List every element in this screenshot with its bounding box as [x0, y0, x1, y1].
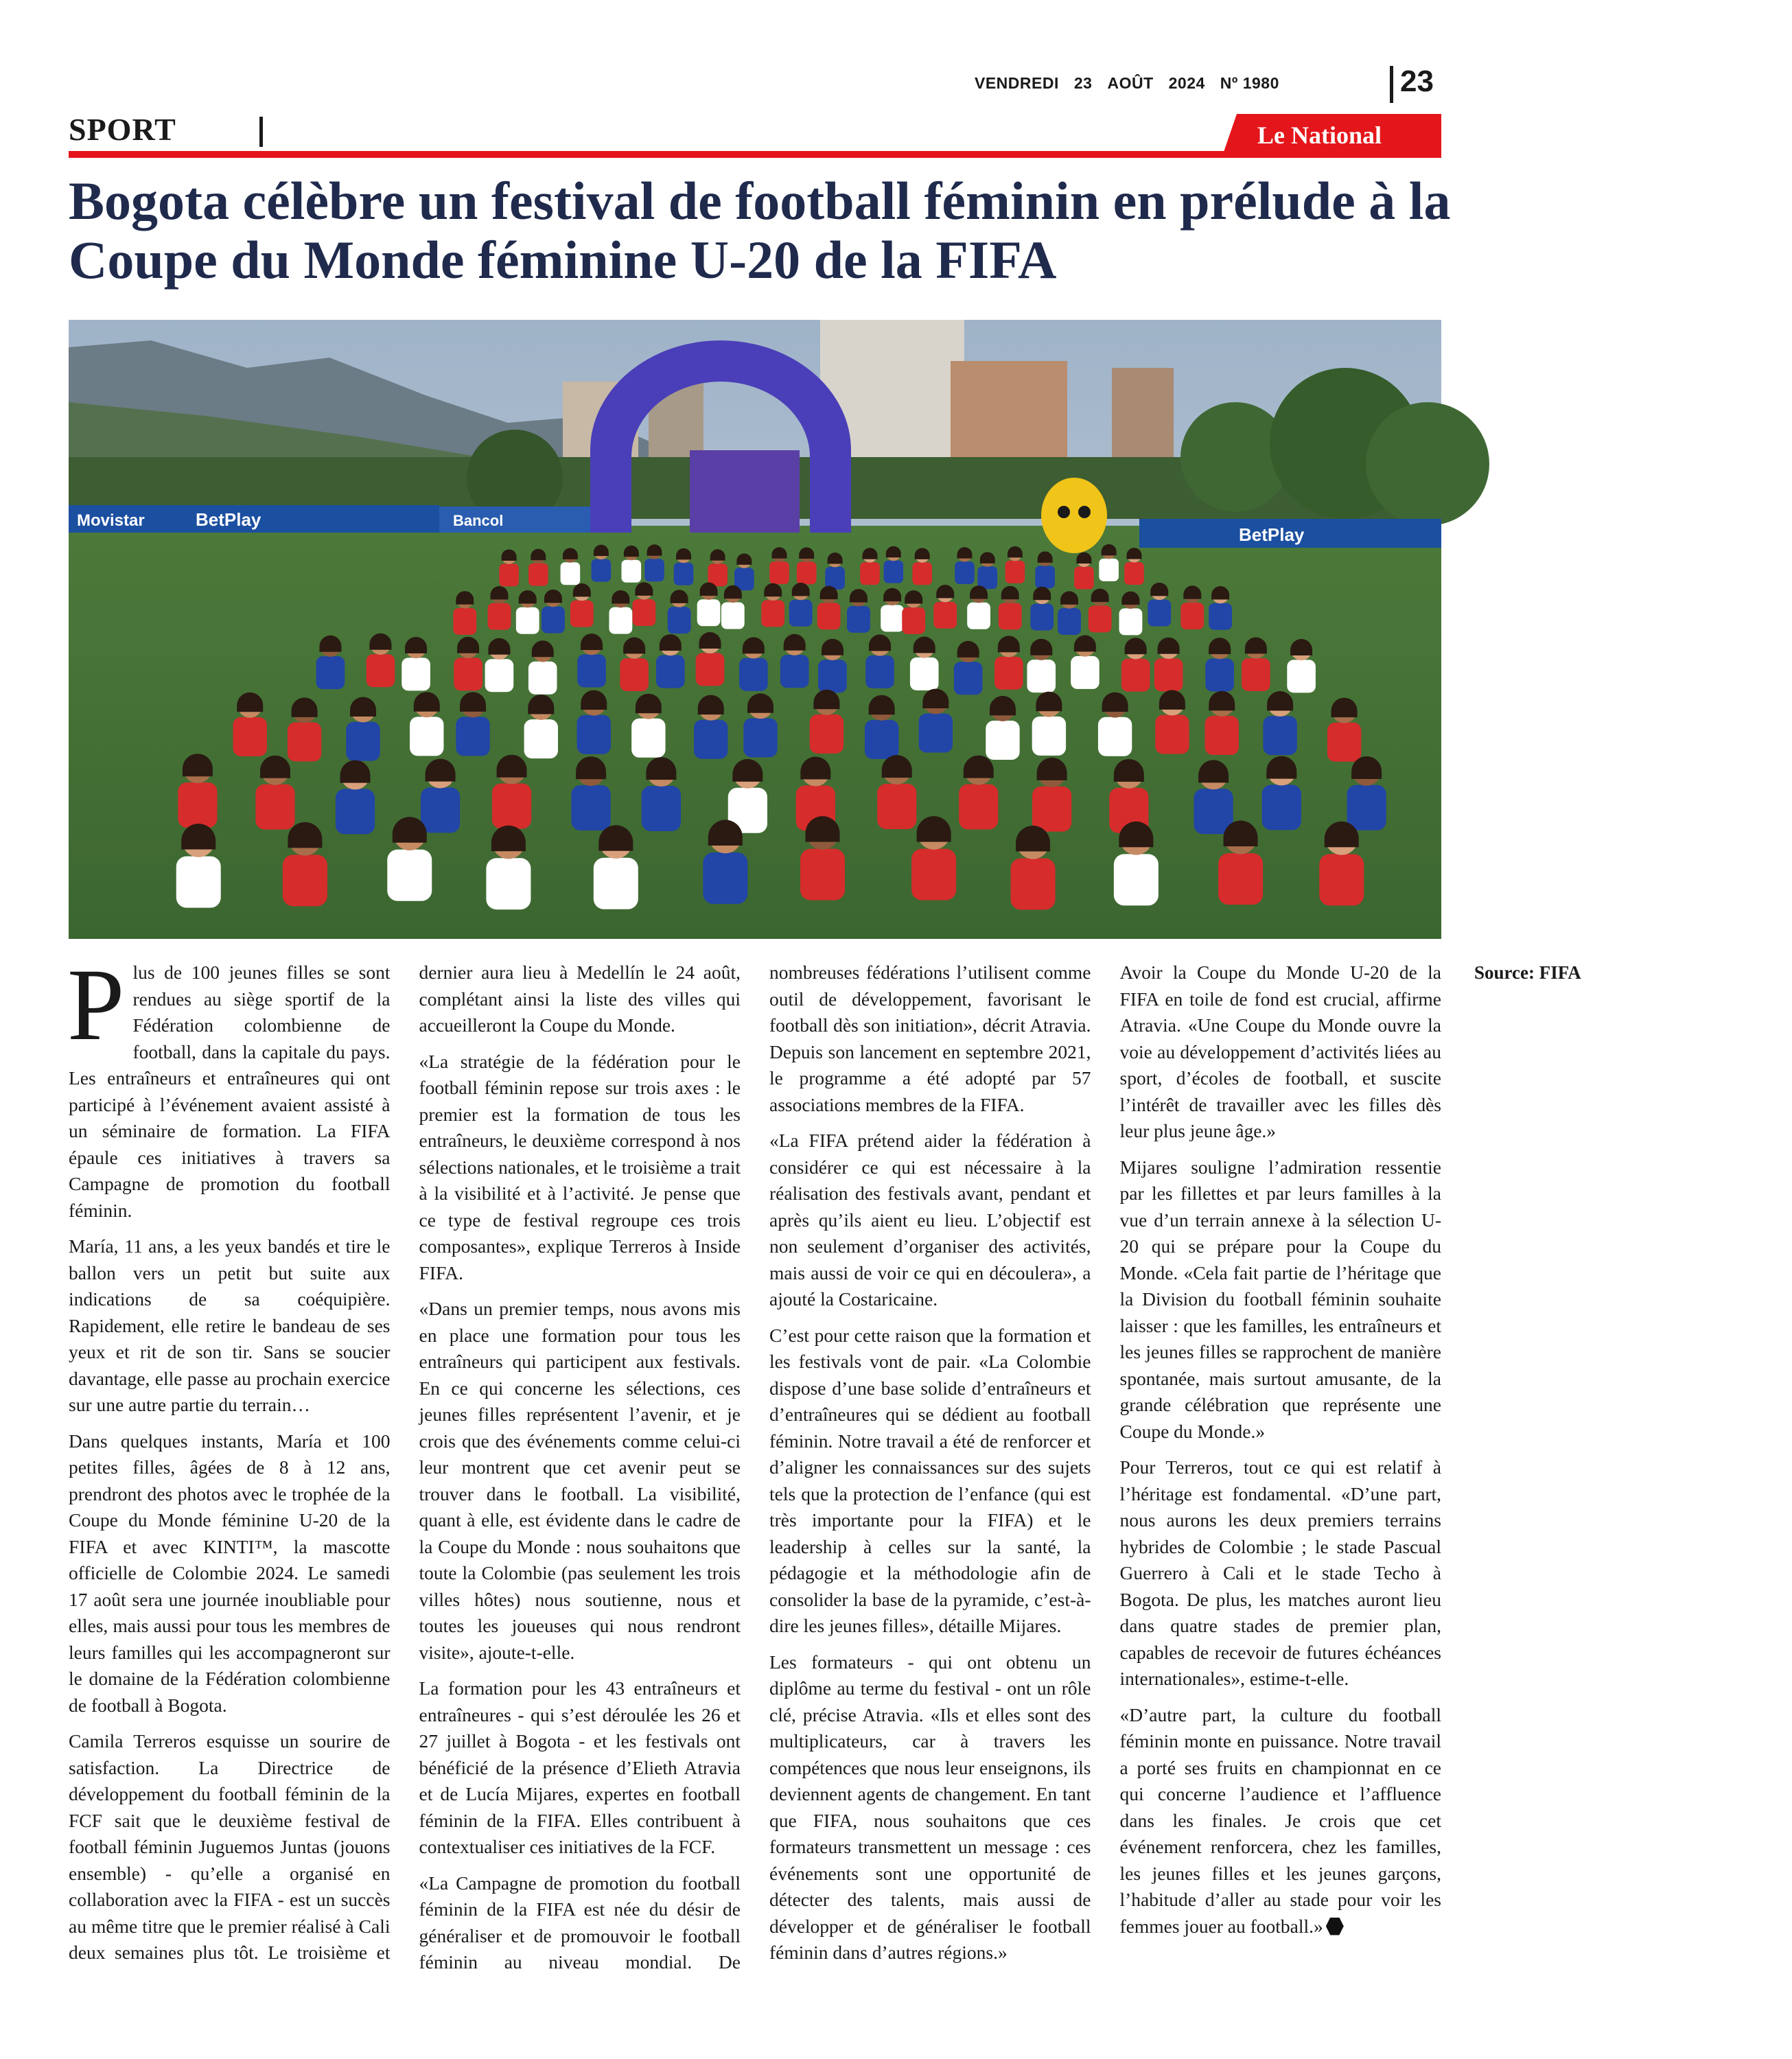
group-member [402, 637, 430, 690]
group-member [1098, 693, 1132, 756]
group-member [492, 755, 531, 829]
group-member [860, 548, 880, 585]
group-member [986, 696, 1019, 760]
group-member [1205, 691, 1239, 755]
ad-board-label: Bancol [453, 512, 504, 529]
group-member [1121, 638, 1150, 691]
article-paragraph: Dans quelques instants, María et 100 petites filles, âgées de 8 à 12 ans, prendront des photos avec le trophée de la Coupe du Monde féminine U-20 de la FIFA et avec KINTI™, la mascotte officielle de Colombie 2024. Le samedi 17 août sera une journée inoubliable pour elles, mais aussi pour tous les membres de leurs familles qui les accompagneront sur le domaine de la Fédération colombienne de football à Bogota. [69, 1430, 391, 1716]
group-member [577, 690, 611, 754]
section-label: SPORT [69, 112, 176, 147]
group-member [674, 548, 694, 585]
group-member [486, 826, 531, 910]
group-member [721, 585, 745, 629]
article-paragraph: «La FIFA prétend aider la fédération à considérer ce qui est nécessaire à la réalisation des festivals avant, pendant et après qu’ils aient eu lieu. L’objectif est non seulement d’organiser des activités, mais aussi de voir ce qui en découlera», a ajouté la Costaricaine. [769, 1130, 1091, 1310]
group-member [1109, 759, 1148, 833]
group-member [524, 695, 558, 758]
group-member [825, 552, 845, 590]
group-member [1287, 639, 1316, 693]
group-member [542, 590, 565, 633]
group-member [528, 640, 557, 694]
group-member [1155, 690, 1189, 754]
group-member [233, 693, 267, 756]
group-member [977, 552, 997, 589]
article-paragraph: María, 11 ans, a les yeux bandés et tire le ballon vers un petit but suite aux indications de sa coéquipière. Rapidement, elle retire le bandeau de ses yeux et rit de son tir. Sans se soucier davantage, elle passe au prochain exercice sur une autre partie du terrain… [69, 1235, 391, 1415]
group-member [410, 692, 443, 756]
mascot [1041, 478, 1107, 553]
group-member [1011, 826, 1056, 910]
article-paragraph [1120, 1702, 1442, 1940]
group-member [1124, 548, 1144, 585]
group-member [955, 547, 975, 584]
article-paragraph: Avoir la Coupe du Monde U-20 de la FIFA en toile de fond est crucial, affirme Atravia. «Une Coupe du Monde ouvre la voie au développement d’activités liées au sport, d’écoles de football, et suscite l’intérêt de travailler avec les filles dès leur plus jeune âge.» [1119, 962, 1441, 1141]
team-photo-illustration [69, 320, 1441, 939]
group-member [283, 822, 327, 907]
group-member [516, 590, 539, 634]
group-member [421, 759, 460, 833]
issue-month: AOÛT [1107, 74, 1154, 92]
group-member [884, 546, 904, 583]
group-member [865, 695, 898, 759]
group-member [1030, 587, 1054, 631]
group-member [967, 585, 990, 629]
article-paragraph: «La Campagne de promotion du football féminin de la FIFA est née du désir de généraliser et de promouvoir le football féminin au niveau mondial. De nombreuses fédérations l’utilisent comme outil de développement, favorisant le football dès son initiation», décrit Atravia. Depuis son lancement en septembre 2021, le programme a été adopté par 57 associations membres de la FIFA. [419, 962, 1091, 1973]
group-member [694, 695, 728, 759]
group-member [761, 583, 784, 627]
brand-name: Le National [1257, 121, 1382, 149]
article-paragraph: Mijares souligne l’admiration ressentie par les fillettes et par leurs familles à la vue d’un terrain annexe à la sélection U-20 qui se prépare pour la Coupe du Monde. «Cela fait partie de l’héritage que la Division du football féminin souhaite laisser : que les familles, les entraîneurs et les jeunes filles se rapprochent de manière spontanée, mais surtout amusante, de la grande célébration que représente une Coupe du Monde.» [1119, 1156, 1441, 1442]
group-member [1099, 544, 1119, 581]
paragraph-text: lus de 100 jeunes filles se sont rendues au siège sportif de la Fédération colombienne de football, dans la capitale du pays. Les entraîneurs et entraîneures qui ont participé à l’événement avaient assisté à un séminaire de formation. La FIFA épaule ces initiatives à travers sa Campagne de promotion du football féminin. [69, 962, 391, 1221]
ad-board-label: Movistar [77, 511, 145, 530]
group-member [780, 634, 809, 688]
group-member [800, 816, 845, 900]
group-member [881, 588, 904, 632]
ad-board-label: BetPlay [1239, 524, 1305, 545]
group-member [911, 816, 956, 900]
group-member [999, 586, 1022, 630]
group-member [631, 694, 665, 758]
group-member [739, 637, 768, 690]
group-member [912, 548, 932, 585]
group-member [1194, 760, 1233, 834]
article-paragraph: C’est pour cette raison que la formation et les festivals vont de pair. «La Colombie dispose d’une base solide d’entraîneurs et d’entraîneures qui se dédient au football féminin. Notre travail a été de renforcer et d’aligner les connaissances sur des sujets tels que la protection de l’enfance (qui est très importante pour la FIFA) et le leadership à celles sur la santé, la pédagogie et la méthodologie afin de consolider la base de la pyramide, c’est-à-dire les jeunes filles», détaille Mijares. [769, 1324, 1091, 1636]
group-member [959, 756, 998, 830]
group-member [1089, 589, 1112, 633]
group-member [1180, 585, 1204, 629]
group-member [1148, 583, 1171, 627]
group-member [1071, 636, 1099, 689]
group-member [865, 635, 894, 688]
group-member [178, 754, 217, 828]
group-member [1263, 691, 1296, 755]
group-member [919, 688, 953, 752]
group-member [485, 638, 514, 692]
group-member [346, 697, 380, 760]
group-member [1032, 692, 1066, 756]
page-number-divider [1390, 66, 1393, 103]
issue-info [975, 74, 1294, 93]
group-member [668, 590, 691, 633]
group-member [571, 756, 610, 830]
ad-board-label: BetPlay [196, 509, 261, 530]
article-paragraph [67, 948, 391, 1224]
group-member [594, 825, 638, 909]
group-member [656, 634, 685, 688]
group-member [387, 817, 432, 901]
group-member [1119, 592, 1143, 636]
group-member [910, 636, 939, 690]
group-member [570, 583, 594, 627]
group-member [499, 549, 519, 586]
group-member [454, 637, 482, 690]
issue-day: VENDREDI [975, 74, 1059, 92]
group-member [255, 756, 294, 830]
group-member [1347, 756, 1386, 830]
page-number: 23 [1400, 65, 1434, 98]
article-source: Source: FIFA [1474, 962, 1581, 983]
hexagon-end-icon [1326, 1918, 1344, 1935]
article-paragraph: Camila Terreros esquisse un sourire de satisfaction. La Directrice de développement du football féminin de la FCF sait que le deuxième festival de football féminin Juguemos Juntas (jouons ensemble) - qu’elle a organisé en collaboration avec la FIFA - est un succès au même titre que le premier réalisé à Cali deux semaines plus tôt. Le troisième et dernier aura lieu à Medellín le 24 août, complétant ainsi la liste des villes qui accueilleront la Coupe du Monde. [69, 962, 741, 1963]
group-member [789, 583, 813, 627]
issue-date: 23 [1073, 74, 1093, 92]
article-paragraph: Pour Terreros, tout ce qui est relatif à l’héritage est fondamental. «D’une part, nous aurons les deux premiers terrains hybrides de Colombie ; le stade Pascual Guerrero à Cali et le stade Techo à Bogota. De plus, les matches auront lieu dans quatre stades de premier plan, capables de recevoir de futures échéances internationales», estime-t-elle. [1119, 1456, 1441, 1689]
article-photo [69, 320, 1441, 939]
group-member [1154, 638, 1183, 691]
group-member [797, 548, 817, 585]
group-member [810, 690, 843, 754]
group-member [288, 697, 321, 761]
group-member [528, 549, 548, 586]
article-paragraph: «La stratégie de la fédération pour le football féminin repose sur trois axes : le premier est la formation de tous les entraîneurs, le deuxième correspond à nos sélections nationales, et le troisième a trait à la visibilité et à l’activité. Je pense que ce type de festival regroupe ces trois composantes», explique Terreros à Inside FIFA. [419, 1050, 741, 1283]
section-divider [259, 117, 263, 147]
group-member [1074, 552, 1094, 590]
group-member [1262, 756, 1301, 830]
group-member [488, 586, 511, 630]
group-member [456, 692, 489, 756]
paragraph-text: «D’autre part, la culture du football féminin monte en puissance. Notre travail a porté ses fruits en championnat en ce qui concerne l’audience et l’affluence dans les finales. Je crois que cet événement renforcera, chez les familles, les jeunes filles et les jeunes garçons, l’habitude d’aller au stade pour voir les femmes jouer au football.» [1119, 1703, 1441, 1937]
article-body [67, 948, 1581, 1989]
group-member [366, 633, 395, 687]
group-member [592, 545, 612, 582]
group-member [453, 591, 476, 635]
group-member [620, 638, 649, 691]
group-member [642, 757, 681, 831]
article-paragraph: La formation pour les 43 entraîneurs et entraîneures - qui s’est déroulée les 26 et 27 juillet à Bogota - et les festivals ont bénéficié de la présence d’Elieth Atravia et de Lucía Mijares, expertes en football féminin de la FIFA. Elles contribuent à contextualiser ces initiatives de la FCF. [419, 1677, 741, 1857]
group-member [1027, 639, 1056, 693]
group-member [1058, 591, 1081, 635]
group-member [877, 755, 916, 829]
group-member [769, 547, 789, 584]
group-member [734, 553, 754, 590]
group-member [1035, 551, 1055, 588]
group-member [933, 585, 957, 629]
group-member [644, 544, 664, 581]
group-member [697, 583, 721, 627]
group-member [743, 693, 777, 757]
group-member [703, 820, 747, 905]
issue-year: 2024 [1168, 74, 1205, 92]
group-member [994, 636, 1023, 689]
group-member [696, 632, 725, 686]
drop-cap: P [67, 948, 125, 1062]
group-member [1327, 698, 1361, 762]
group-member [847, 589, 870, 633]
group-member [609, 590, 632, 634]
group-member [336, 760, 375, 835]
article-paragraph: «Dans un premier temps, nous avons mis en place une formation pour tous les entraîneurs qui participent aux festivals. En ce qui concerne les sélections, ces jeunes filles représentent l’avenir, et je crois que des événements comme celui-ci leur montrent que cet avenir peut se trouver dans le football. La visibilité, quant à elle, est évidente dans le cadre de la Coupe du Monde : nous souhaitons que toute la Colombie (pas seulement les trois villes hôtes) nous soutienne, nous et toutes les joueuses qui nous rendront visite», ajoute-t-elle. [419, 1298, 741, 1663]
article-paragraph: Les formateurs - qui ont obtenu un diplôme au terme du festival - ont un rôle clé, précise Atravia. «Ils et elles sont des multiplicateurs, car à travers les compétences que nous leur enseignons, ils deviennent agents de changement. En tant que FIFA, nous souhaitons que ces formateurs transmettent un message : ces événements sont une opportunité de détecter des talents, mais aussi de développer et de généraliser le football féminin dans d’autres régions.» [769, 1651, 1091, 1963]
group-member [1032, 758, 1071, 832]
group-member [316, 636, 345, 689]
group-member [1005, 546, 1025, 583]
group-member [1242, 638, 1270, 691]
group-member [708, 549, 728, 586]
group-member [577, 633, 606, 687]
group-member [1218, 821, 1263, 905]
group-member [1114, 822, 1159, 906]
group-member [1319, 822, 1364, 906]
group-member [818, 639, 847, 693]
article-headline: Bogota célèbre un festival de football féminin en prélude à la Coupe du Monde féminine U-20 de la FIFA [69, 171, 1451, 290]
group-member [817, 586, 841, 630]
group-member [632, 582, 655, 626]
group-member [1209, 586, 1232, 630]
group-member [954, 641, 983, 695]
issue-number: Nº 1980 [1220, 74, 1279, 92]
group-member [622, 546, 642, 583]
group-member [176, 824, 221, 907]
group-member [902, 590, 925, 634]
group-member [728, 759, 767, 833]
trophy-backdrop [690, 450, 800, 533]
group-member [1205, 638, 1234, 691]
group-member [561, 548, 581, 585]
